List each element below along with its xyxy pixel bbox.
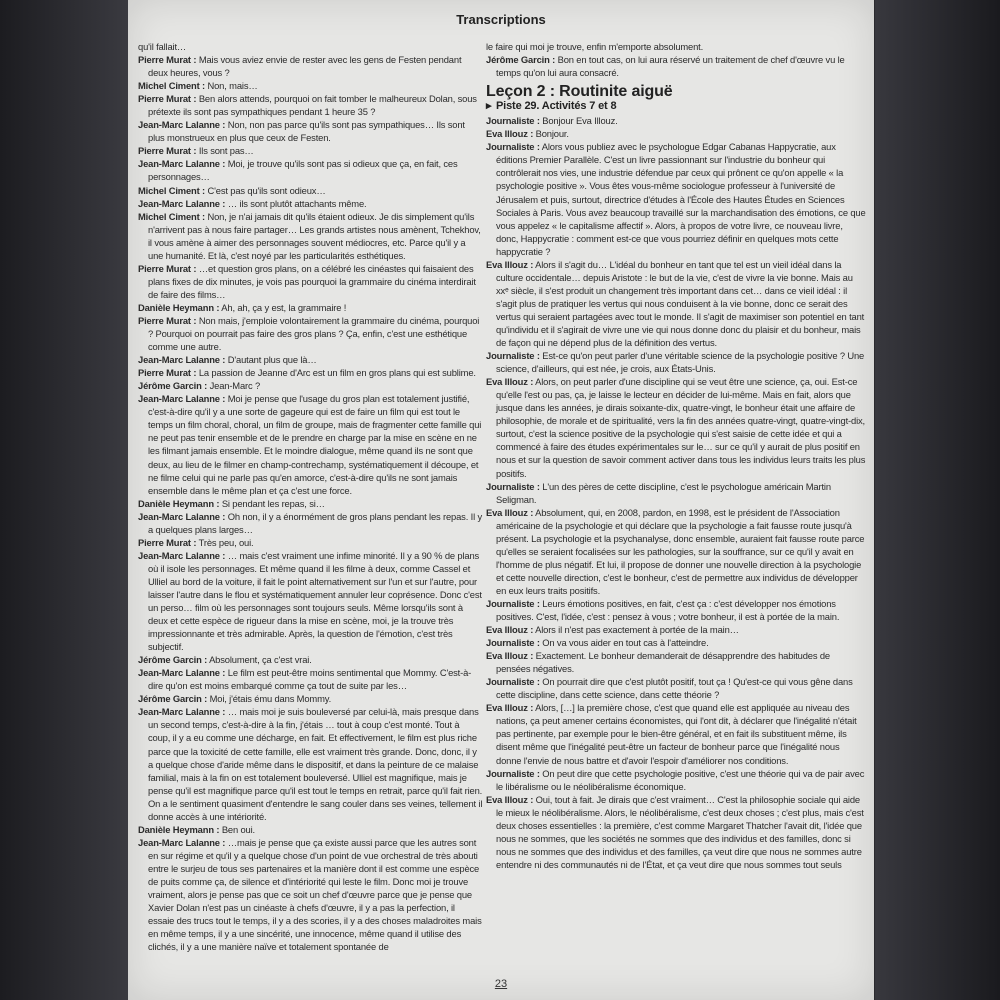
background-left [0,0,128,1000]
transcript-line [138,392,483,496]
spoken-text: … mais c'est vraiment une infime minorité. Il y a 90 % de plans où il isole les personnages. Et même quand il les filme à deux, comme Cassel et Ulliel au bord de la voiture, il fait le point alternativement sur l'un et sur l'autre, pour laisser l'autre dans le flou et systématiquement annuler leur coprésence. Donc c'est un perso… film où les personnages sont toujours seuls. Même lorsqu'ils sont à deux et cette espèce de rigueur dans la mise en scène, moi, je la trouve très impressionnante et très admirable. Après, la question de l'émotion, c'est très subjectif. [148,549,482,653]
speaker-name: Danièle Heymann : [138,301,220,313]
spoken-text: Le film est peut-être moins sentimental que Mommy. C'est-à-dire qu'on est moins embarqué comme ça tout de suite par les… [148,667,472,692]
spoken-text: Non, mais… [207,80,258,92]
transcript-line [486,793,866,871]
transcript-line [486,140,866,257]
spoken-text: On peut dire que cette psychologie positive, c'est une théorie qui va de pair avec le libéralisme ou le néolibéralisme économique. [496,767,865,792]
transcript-line [138,144,483,157]
transcript-line [138,210,483,262]
spoken-text: Moi, j'étais ému dans Mommy. [209,693,332,705]
spoken-text: …mais je pense que ça existe aussi parce que les autres sont en sur régime et qu'il y a quelque chose d'un point de vue orchestral de très abouti entre le surjeu de tous ses partenaires et la manière dont il est comme une espèce de puits comme ça, de silence et d'intériorité qui leste le film. Donc moi je trouve vraiment, alors je pense pas que ce soit un chef d'œuvre parce que je pense que Xavier Dolan n'est pas un cinéaste à chefs d'œuvre, il y a pas la perfection, il essaie des trucs tout le temps, il y a des scories, il y a des choses maladroites mais en même temps, il y a une sincérité, une innocence, même quand il utilise des clichés, il y a une manière naïve et totalement spontanée de [148,836,482,953]
spoken-text: Ben oui. [221,823,256,835]
transcript-line [486,623,866,636]
transcript-line [138,379,483,392]
spoken-text: Bonjour. [535,128,569,140]
spoken-text: C'est pas qu'ils sont odieux… [207,184,326,196]
speaker-name: Journaliste : [486,115,540,127]
speaker-name: Journaliste : [486,597,540,609]
spoken-text: On pourrait dire que c'est plutôt positif, tout ça ! Qu'est-ce qui vous gêne dans cette discipline, dans cette science, dans cette théorie ? [496,676,853,701]
track-title-row [486,100,866,113]
speaker-name: Journaliste : [486,350,540,362]
play-triangle-icon: ▸ [486,100,492,113]
speaker-name: Eva Illouz : [486,793,534,805]
spoken-text: Très peu, oui. [198,536,254,548]
speaker-name: Jérôme Garcin : [138,693,208,705]
spoken-text: Alors vous publiez avec le psychologue Edgar Cabanas Happycratie, aux éditions Premier Parallèle. C'est un livre passionnant sur l'industrie du bonheur qui contrôlerait nos vies, une industrie défendue par ceux qui prônent ce qu'on appelle « la psychologie positive ». Vous êtes vous-même sociologue professeur à l'université de Jérusalem et puis, surtout, directrice d'études à l'École des Hautes Études en Sciences Sociales à Paris. Vous avez beaucoup travaillé sur la marchandisation des émotions, ce que vous appelez « le capitalisme affectif ». Alors, à propos de votre livre, ce nouveau livre, donc, Happycratie : comment est-ce que vous pourriez définir en quelques mots cette happycratie ? [496,141,866,257]
speaker-name: Jean-Marc Lalanne : [138,706,226,718]
spoken-text: Moi je pense que l'usage du gros plan est totalement justifié, c'est-à-dire qu'il y a une sorte de gageure qui est de faire un film qui est tout le temps un film choral, choral, un film de groupe, mais de fragmenter cette famille qui ne peut pas tenir ensemble et de le prendre en charge par la mise en scène en ne les filmant jamais ensemble. Et le moindre dialogue, même quand ils ne sont que deux, au lieu de le filmer en champ-contrechamp, systématiquement il découpe, et ne filme celui qui ne parle pas qu'en amorce, c'est-à-dire qu'ils ne sont jamais ensemble dans le même plan et ça c'est une force. [148,393,482,496]
transcript-line [486,480,866,506]
transcript-line [138,157,483,183]
transcript-line [138,79,483,92]
speaker-name: Jean-Marc Lalanne : [138,549,226,561]
speaker-name: Jean-Marc Lalanne : [138,354,226,366]
speaker-name: Journaliste : [486,141,540,153]
transcript-line [486,258,866,349]
speaker-name: Pierre Murat : [138,367,197,379]
transcript-line [138,353,483,366]
transcript-line [138,666,483,692]
speaker-name: Jean-Marc Lalanne : [138,197,226,209]
speaker-name: Pierre Murat : [138,262,197,274]
speaker-name: Danièle Heymann : [138,823,220,835]
transcript-line [486,636,866,649]
left-column [138,40,483,953]
transcript-line [138,705,483,822]
transcript-line [138,262,483,301]
spoken-text: Oh non, il y a énormément de gros plans pendant les repas. Il y a quelques plans larges… [148,510,483,535]
transcript-line [486,675,866,701]
transcript-line [486,349,866,375]
spoken-text: Absolument, qui, en 2008, pardon, en 1998, est le président de l'Association américaine de la psychologie et qui déclare que la psychologie a fait fausse route jusqu'à présent. La psychologie et la psychanalyse, donc ensemble, auraient fait fausse route parce qu'elles se seraient focalisées sur les pathologies, sur la souffrance, sur ce qu'il y avait en l'homme de plus négatif. Et lui, il propose de donner une nouvelle direction à la psychologie et cette nouvelle direction, c'est le bonheur, c'est de permettre aux individus de développer en eux leurs traits positifs. [496,506,865,596]
speaker-name: Eva Illouz : [486,506,534,518]
transcript-line [486,767,866,793]
transcript-line [138,510,483,536]
spoken-text: … ils sont plutôt attachants même. [227,197,367,209]
transcript-line [138,184,483,197]
transcript-line [138,40,483,53]
transcript-line [138,836,483,953]
speaker-name: Danièle Heymann : [138,497,220,509]
transcript-line [138,301,483,314]
speaker-name: Eva Illouz : [486,650,534,662]
spoken-text: Non, non pas parce qu'ils sont pas sympathiques… Ils sont plus monstrueux en plus que ceux de Festen. [148,119,465,144]
transcript-line [486,40,866,53]
transcript-line [138,197,483,210]
track-title: Piste 29. Activités 7 et 8 [496,100,617,113]
spoken-text: L'un des pères de cette discipline, c'est le psychologue américain Martin Seligman. [496,480,831,505]
spoken-text: Jean-Marc ? [209,380,261,392]
speaker-name: Pierre Murat : [138,54,197,66]
spoken-text: le faire qui moi je trouve, enfin m'emporte absolument. [486,41,704,52]
speaker-name: Pierre Murat : [138,145,197,157]
spoken-text: Bonjour Eva Illouz. [542,115,618,127]
speaker-name: Michel Ciment : [138,80,206,92]
speaker-name: Eva Illouz : [486,624,534,636]
speaker-name: Jean-Marc Lalanne : [138,510,226,522]
spoken-text: Non mais, j'emploie volontairement la grammaire du cinéma, pourquoi ? Pourquoi on pourrait pas faire des gros plans ? Ça, enfin, c'est une esthétique comme une autre. [148,314,480,353]
speaker-name: Journaliste : [486,637,540,649]
background-right [875,0,1000,1000]
transcript-line [486,701,866,766]
speaker-name: Jean-Marc Lalanne : [138,119,226,131]
spoken-text: Alors, on peut parler d'une discipline qui se veut être une science, ça, oui. Est-ce qu'elle l'est ou pas, ça, je laisse le lecteur en décider de lui-même. Mais en fait, alors que jusque dans les années, je dirais soixante-dix, quatre-vingt, le bonheur était une affaire de philosophie, de morale et de spiritualité, vers la fin des années quatre-vingt, quatre-vingt-dix, surtout, c'est la science positive de la psychologie qui s'est saisie de cette idée et qui a commencé à faire des études expérimentales sur le… sur ce qu'il y aurait de plus positif en nous et sur la question de savoir comment activer dans tous les individus leurs traits les plus positifs. [496,376,866,479]
transcript-line [486,127,866,140]
speaker-name: Michel Ciment : [138,210,206,222]
page-number: 23 [494,978,508,990]
transcript-line [486,506,866,597]
speaker-name: Michel Ciment : [138,184,206,196]
transcript-line [138,92,483,118]
right-column-continuation [486,40,866,79]
book-page [128,0,874,1000]
spoken-text: Exactement. Le bonheur demanderait de désapprendre des habitudes de pensées négatives. [496,650,830,675]
transcript-line [486,53,866,79]
transcript-line [138,53,483,79]
spoken-text: Si pendant les repas, si… [221,497,325,509]
spoken-text: On va vous aider en tout cas à l'atteindre. [542,637,709,649]
spoken-text: Est-ce qu'on peut parler d'une véritable science de la psychologie positive ? Une science, d'ailleurs, qui est née, je crois, aux États-Unis. [496,350,865,375]
speaker-name: Eva Illouz : [486,376,534,388]
spoken-text: Alors il n'est pas exactement à portée de la main… [535,624,739,636]
spoken-text: … mais moi je suis bouleversé par celui-là, mais presque dans un second temps, c'est-à-dire à la fin, j'étais … tout à coup c'est monté. Tout à coup, il y a eu comme une décharge, en fait. Et effectivement, le film est plus riche parce que la toxicité de cette famille, elle est vraiment très grande. Donc, donc, il y a quelque chose d'aride même dans le dispositif, et dans la peinture de ce malaise familial, mais à la fin on est totalement bouleversé. Ulliel est magnifique, mais je pense qu'il est magnifique parce qu'il est tout le temps en retrait, parce qu'il fait rien. On a le sentiment quasiment d'entendre le sang couler dans ses veines, tellement il donne accès à une intériorité. [148,706,483,822]
transcript-line [486,114,866,127]
speaker-name: Jean-Marc Lalanne : [138,393,226,405]
speaker-name: Pierre Murat : [138,536,197,548]
speaker-name: Jean-Marc Lalanne : [138,158,226,170]
speaker-name: Jérôme Garcin : [486,54,556,66]
transcript-line [138,692,483,705]
transcript-line [138,549,483,653]
transcript-line [486,649,866,675]
spoken-text: La passion de Jeanne d'Arc est un film en gros plans qui est sublime. [198,367,476,379]
transcript-line [138,366,483,379]
transcript-line [138,118,483,144]
spoken-text: Leurs émotions positives, en fait, c'est ça : c'est développer nos émotions positives. C'est, l'idée, c'est : pensez à vous ; votre bonheur, il est à portée de la main. [496,597,840,623]
lesson-title: Leçon 2 : Routinite aiguë [486,83,673,101]
spoken-text: D'autant plus que là… [227,354,317,366]
speaker-name: Eva Illouz : [486,258,534,270]
spoken-text: Alors, […] la première chose, c'est que quand elle est appliquée au niveau des nations, ça peut amener certains économistes, qui l'ont dit, à déclarer que l'inégalité n'était pas pertinente, par exemple pour le bien-être général, et en fait ils substituent même, ils disent même que l'inégalité peut-être un facteur de bonheur parce que l'inégalité nous donne l'envie de nous battre et d'avoir l'espoir d'améliorer nos conditions. [496,702,857,766]
spoken-text: qu'il fallait… [138,41,187,52]
transcript-line [138,823,483,836]
spoken-text: Bon en tout cas, on lui aura réservé un traitement de chef d'œuvre vu le temps qu'on lui aura consacré. [496,54,845,79]
spoken-text: Non, je n'ai jamais dit qu'ils étaient odieux. Je dis simplement qu'ils n'arrivent pas à nous faire partager… Les grands artistes nous amènent, Tchekhov, il vous amène à aimer des personnages souvent médiocres, etc. Parce qu'il y a une humanité. Et là, c'est noyé par les particularités esthétiques. [148,210,481,261]
speaker-name: Journaliste : [486,480,540,492]
transcript-line [486,597,866,623]
spoken-text: Ah, ah, ça y est, la grammaire ! [221,301,347,313]
spoken-text: Alors il s'agit du… L'idéal du bonheur en tant que tel est un vieil idéal dans la culture occidentale… depuis Aristote : le but de la vie, c'est de vivre la vie bonne. Mais au xxᵉ siècle, il s'est produit un changement très important dans cet… dans ce vieil idéal : il s'agit plus de pratiquer les vertus qui nous conduisent à la vie bonne, donc ce serait des vertus qui seraient partagées avec tout le monde. Il s'agit de maximiser son potentiel en tant qu'individu et il s'agirait de vivre une vie qui nous donne donc du plaisir et du bonheur, mais de façon qui ne dépend plus de la définition des vertus. [496,258,865,349]
spoken-text: Absolument, ça c'est vrai. [209,654,312,666]
speaker-name: Jean-Marc Lalanne : [138,667,226,679]
spoken-text: Ben alors attends, pourquoi on fait tomber le malheureux Dolan, sous prétexte ils sont pas sympathiques pendant 1 heure 35 ? [148,93,477,118]
interview-transcript [486,114,866,871]
spoken-text: Ils sont pas… [198,145,254,157]
transcript-line [138,536,483,549]
speaker-name: Eva Illouz : [486,128,534,140]
speaker-name: Eva Illouz : [486,702,534,714]
speaker-name: Jérôme Garcin : [138,380,208,392]
transcript-line [138,314,483,353]
spoken-text: Oui, tout à fait. Je dirais que c'est vraiment… C'est la philosophie sociale qui aide le mieux le néolibéralisme. Alors, le néolibéralisme, c'est deux choses ; c'est plus, mais c'est deux choses essentielles : la première, c'est comme Margaret Thatcher l'avait dit, l'idée que nous ne sommes, que les sociétés ne sommes que des individus et des familles, donc si nous ne sommes que des individus et des familles, ça veut dire que nous ne sommes autre entendre ni des communautés ni de l'État, et ça veut dire que nous sommes tout seuls [496,793,864,870]
right-column [486,40,866,871]
transcript-line [486,375,866,479]
speaker-name: Pierre Murat : [138,93,197,105]
speaker-name: Jérôme Garcin : [138,654,208,666]
page-header: Transcriptions [456,12,546,27]
spoken-text: …et question gros plans, on a célébré les cinéastes qui faisaient des plans fixes de dix minutes, je vois pas pourquoi la grammaire du cinéma interdirait de faire des films… [148,262,476,300]
transcript-line [138,653,483,666]
speaker-name: Pierre Murat : [138,314,197,326]
spoken-text: Moi, je trouve qu'ils sont pas si odieux que ça, en fait, ces personnages… [148,158,458,183]
transcript-line [138,497,483,510]
spoken-text: Mais vous aviez envie de rester avec les gens de Festen pendant deux heures, vous ? [148,54,462,79]
speaker-name: Jean-Marc Lalanne : [138,836,226,848]
speaker-name: Journaliste : [486,676,540,688]
speaker-name: Journaliste : [486,767,540,779]
